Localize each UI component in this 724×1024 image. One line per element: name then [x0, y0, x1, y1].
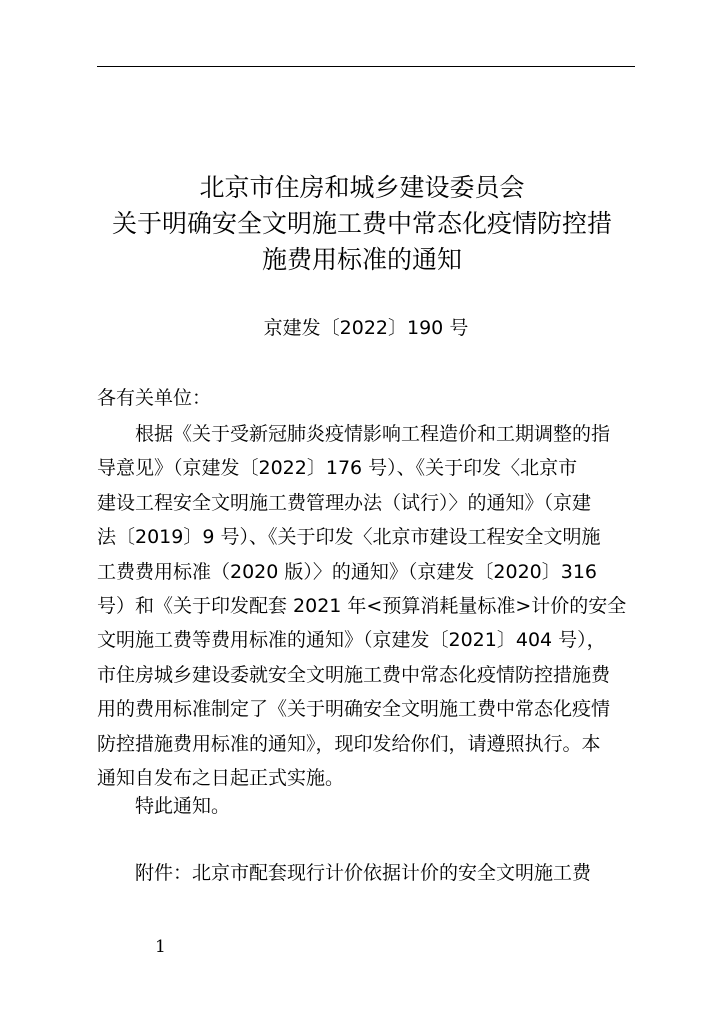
body-line-1: 根据《关于受新冠肺炎疫情影响工程造价和工期调整的指 [135, 423, 611, 445]
body-line-11: 通知自发布之日起正式实施。 [97, 766, 345, 789]
addressee: 各有关单位： [97, 387, 212, 409]
body-line-9: 用的费用标准制定了《关于明确安全文明施工费中常态化疫情 [97, 698, 611, 721]
title-line-3: 施费用标准的通知 [261, 245, 462, 274]
title-line-2: 关于明确安全文明施工费中常态化疫情防控措 [111, 209, 612, 238]
body-line-10: 防控措施费用标准的通知》，现印发给你们，请遵照执行。本 [97, 732, 601, 755]
closing-remark: 特此通知。 [135, 795, 231, 817]
header-rule [97, 66, 635, 67]
page-number: 1 [155, 937, 166, 957]
body-line-7: 文明施工费等费用标准的通知》（京建发〔2021〕404 号）， [97, 629, 606, 652]
body-paragraph [97, 417, 637, 795]
body-line-4: 法〔2019〕9 号）、《关于印发〈北京市建设工程安全文明施 [97, 526, 601, 549]
body-line-3: 建设工程安全文明施工费管理办法（试行）〉的通知》（京建 [97, 491, 592, 514]
document-title [60, 170, 664, 278]
title-line-1: 北京市住房和城乡建设委员会 [199, 173, 525, 202]
body-line-2: 导意见》（京建发〔2022〕176 号）、《关于印发〈北京市 [97, 457, 578, 480]
document-number: 京建发〔2022〕190 号 [263, 317, 469, 339]
body-line-6: 号）和《关于印发配套 2021 年<预算消耗量标准>计价的安全 [97, 594, 627, 617]
body-line-5: 工费费用标准（2020 版）〉的通知》（京建发〔2020〕316 [97, 560, 598, 583]
attachment-line: 附件：北京市配套现行计价依据计价的安全文明施工费 [135, 862, 592, 884]
body-line-8: 市住房城乡建设委就安全文明施工费中常态化疫情防控措施费 [97, 663, 611, 686]
